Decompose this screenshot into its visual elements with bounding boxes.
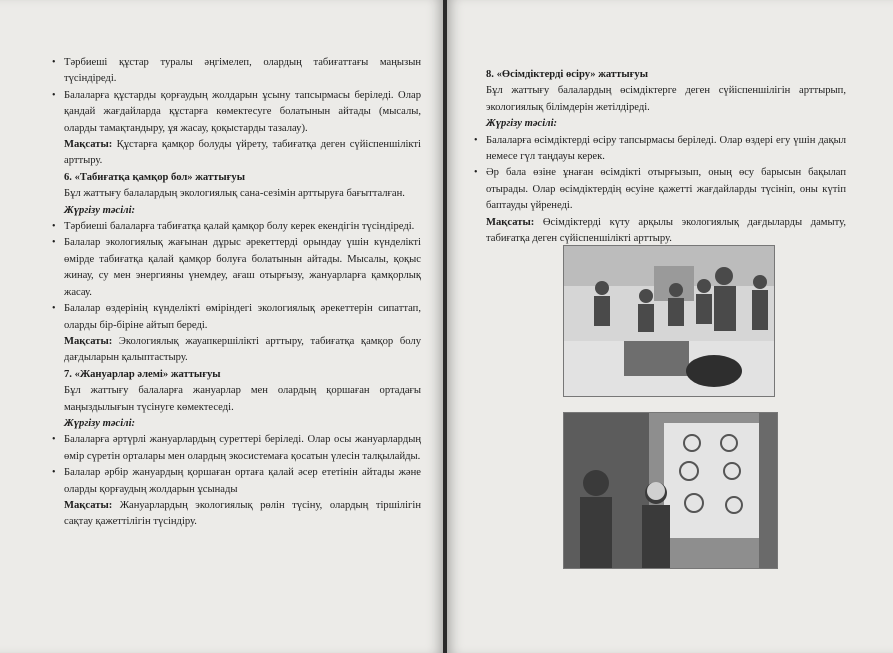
outdoor-activity-photo — [563, 412, 778, 569]
paragraph: Бұл жаттығу балалардың өсімдіктерге деген сүйіспеншілігін арттырып, экологиялық білімдерін жетілдіреді. — [486, 85, 846, 113]
method-subheading: Жүргізу тәсілі: — [64, 417, 136, 429]
goal-paragraph — [486, 215, 846, 248]
paragraph: • Балалар әрбір жануардың қоршаған ортаға қалай әсер ететінін айтады және оларды қорғаудың жолдарын ұсынады — [64, 465, 421, 498]
goal-paragraph — [64, 137, 421, 170]
goal-text: Жануарлардың экологиялық рөлін түсіну, олардың тіршілігін сақтау қажеттілігін түсіндіру. — [64, 499, 421, 528]
right-page-text — [486, 67, 846, 247]
paragraph: • Балалар өздерінің күнделікті өміріндегі экологиялық әрекеттерін сипаттап, оларды бір-біріне айтып береді. — [64, 301, 421, 334]
paragraph: • Балаларға құстарды қорғаудың жолдарын ұсыну тапсырмасы беріледі. Олар қандай жағдайларда құстарға көмектесуге болатынын айтады (мысалы, оларды тамақтандыру, ұя жасау, қоқыстарды тазалау). — [64, 88, 421, 137]
method-subheading: Жүргізу тәсілі: — [64, 204, 136, 216]
paragraph: • Әр бала өзіне ұнаған өсімдікті отырғызып, оның өсу барысын бақылап отырады. Олар өсімдіктердің өсуіне қажетті жағдайларды түсініп, оны күтіп баптауды үйренеді. — [486, 165, 846, 214]
goal-label: Мақсаты: — [64, 139, 113, 151]
paragraph: • Тәрбиеші балаларға табиғатқа қалай қамқор болу керек екендігін түсіндіреді. — [64, 219, 421, 235]
goal-text: Өсімдіктерді күту арқылы экологиялық дағдыларды дамыту, табиғатқа деген сүйіспеншілікті арттыру. — [486, 216, 846, 245]
paragraph: Бұл жаттығу балаларға жануарлар мен олардың қоршаған ортадағы маңыздылығын түсінуге көмектеседі. — [64, 385, 421, 413]
goal-text: Құстарға қамқор болуды үйрету, табиғатқа деген сүйіспеншілікті арттыру. — [64, 139, 421, 167]
classroom-photo — [563, 245, 775, 397]
paragraph: Бұл жаттығу балалардың экологиялық сана-сезімін арттыруға бағытталған. — [64, 188, 405, 200]
goal-paragraph — [64, 498, 421, 531]
method-subheading: Жүргізу тәсілі: — [486, 118, 558, 130]
goal-paragraph — [64, 334, 421, 367]
section-heading-7: 7. «Жануарлар әлемі» жаттығуы — [64, 368, 221, 380]
left-page-text — [64, 55, 421, 531]
goal-label: Мақсаты: — [64, 335, 113, 347]
goal-label: Мақсаты: — [64, 499, 113, 511]
goal-text: Экологиялық жауапкершілікті арттыру, табиғатқа қамқор болу дағдыларын қалыптастыру. — [64, 335, 421, 364]
section-heading-6: 6. «Табиғатқа қамқор бол» жаттығуы — [64, 171, 245, 183]
paragraph: • Балаларға әртүрлі жануарлардың суреттері беріледі. Олар осы жануарлардың өмір сүретін орталары мен олардың экосистемаға қосатын үлесін талқылайды. — [64, 432, 421, 465]
section-heading-8: 8. «Өсімдіктерді өсіру» жаттығуы — [486, 69, 648, 80]
paragraph: • Балаларға өсімдіктерді өсіру тапсырмасы беріледі. Олар өздері егу үшін дақыл немесе гүл таңдауы керек. — [486, 133, 846, 166]
goal-label: Мақсаты: — [486, 216, 535, 228]
paragraph: • Тәрбиеші құстар туралы әңгімелеп, олардың табиғаттағы маңызын түсіндіреді. — [64, 55, 421, 88]
paragraph: • Балалар экологиялық жағынан дұрыс әрекеттерді орындау үшін күнделікті өмірде табиғатқа қалай қамқор болуға болатынын айтады. Мысалы, қоқыс жинау, су мен энергияны үнемдеу, ағаш отырғызу, жануарларға қамқорлық жасау. — [64, 235, 421, 301]
